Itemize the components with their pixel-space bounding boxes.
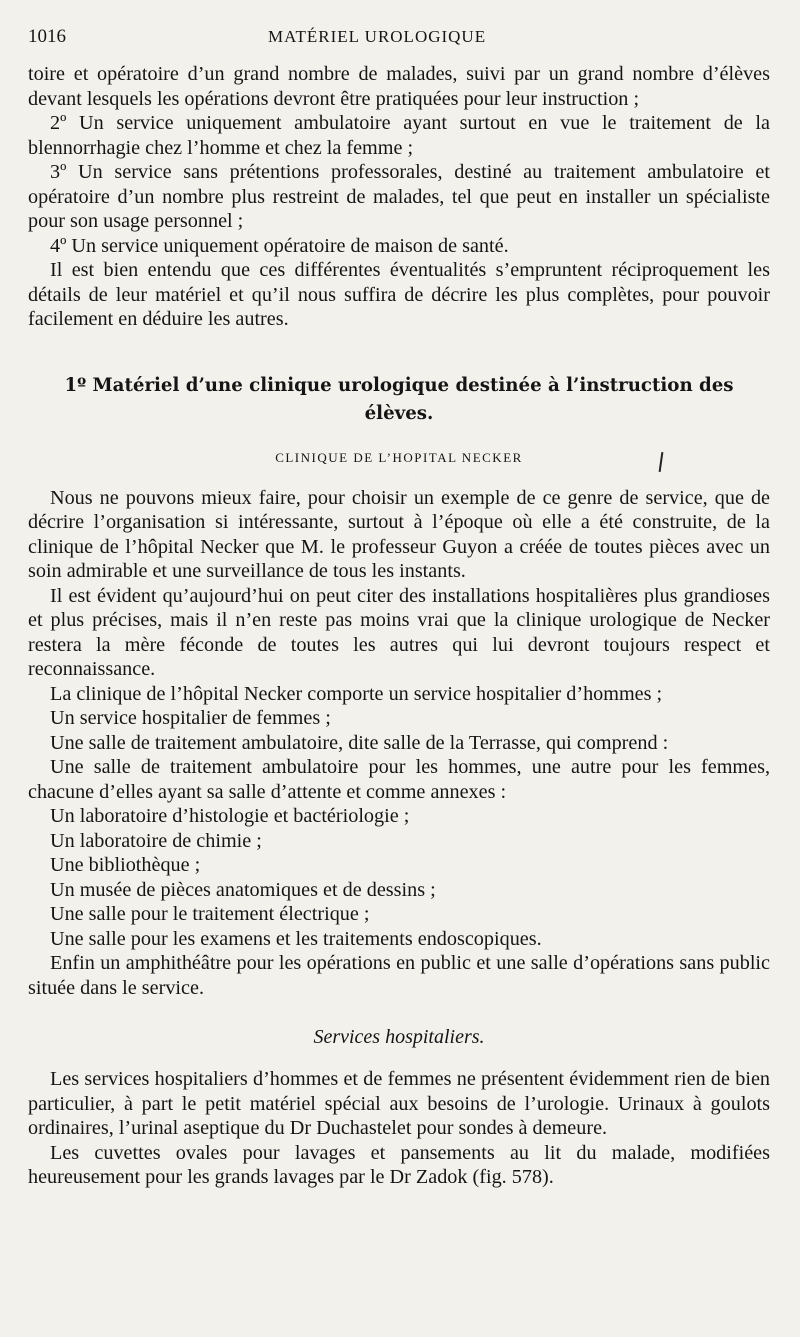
intro-block <box>28 62 770 332</box>
body-paragraph-4: Un service hospitalier de femmes ; <box>50 707 331 729</box>
intro-paragraph-5: Il est bien entendu que ces différentes éventualités s’empruntent réciproquement les détails de leur matériel et qu’il nous suffira de décrire les plus complètes, pour pouvoir facilement en déduire les autres. <box>28 259 770 330</box>
body-paragraph-5: Une salle de traitement ambulatoire, dite salle de la Terrasse, qui comprend : <box>50 731 669 754</box>
page-number: 1016 <box>28 26 66 47</box>
list-item: Une salle pour les examens et les traitements endoscopiques. <box>50 927 542 950</box>
intro-item-3: 3º Un service sans prétentions professorales, destiné au traitement ambulatoire et opératoire d’un nombre plus restreint de malades, tel que peut en installer un spécialiste pour son usage personnel ; <box>28 161 770 232</box>
list-item: Une bibliothèque ; <box>50 854 201 876</box>
services-heading: Services hospitaliers. <box>313 1026 485 1048</box>
body-block <box>28 486 770 1001</box>
list-item: Un laboratoire d’histologie et bactériologie ; <box>50 805 410 827</box>
intro-item-4: 4º Un service uniquement opératoire de maison de santé. <box>50 234 509 257</box>
list-item: Un musée de pièces anatomiques et de dessins ; <box>50 878 436 901</box>
services-block <box>28 1067 770 1190</box>
list-item: Un laboratoire de chimie ; <box>50 829 262 852</box>
list-item: Une salle pour le traitement électrique ; <box>50 903 370 925</box>
body-paragraph-7: Enfin un amphithéâtre pour les opérations en public et une salle d’opérations sans public située dans le service. <box>28 952 770 999</box>
section-title: 1º Matériel d’une clinique urologique destinée à l’instruction des élèves. <box>64 374 734 424</box>
services-paragraph-2: Les cuvettes ovales pour lavages et pansements au lit du malade, modifiées heureusement pour les grands lavages par le Dr Zadok (fig. 578). <box>28 1141 770 1188</box>
intro-item-2: 2º Un service uniquement ambulatoire ayant surtout en vue le traitement de la blennorrhagie chez l’homme et chez la femme ; <box>28 112 770 159</box>
body-paragraph-1: Nous ne pouvons mieux faire, pour choisir un exemple de ce genre de service, que de décrire l’organisation si intéressante, surtout à l’époque où elle a été construite, de la clinique de l’hôpital Necker que M. le professeur Guyon a créée de toutes pièces avec un soin admirable et une surveillance de tous les instants. <box>28 486 770 582</box>
section-subtitle: CLINIQUE DE L’HOPITAL NECKER <box>275 449 523 465</box>
body-paragraph-2: Il est évident qu’aujourd’hui on peut citer des installations hospitalières plus grandioses et plus précises, mais il n’en reste pas moins vrai que la clinique urologique de Necker restera la mère féconde de toutes les autres qui lui devront toujours respect et reconnaissance. <box>28 584 770 680</box>
intro-paragraph-1: toire et opératoire d’un grand nombre de malades, suivi par un grand nombre d’élèves devant lesquels les opérations devront être pratiquées pour leur instruction ; <box>28 63 770 110</box>
body-paragraph-3: La clinique de l’hôpital Necker comporte un service hospitalier d’hommes ; <box>50 682 663 705</box>
body-paragraph-6: Une salle de traitement ambulatoire pour les hommes, une autre pour les femmes, chacune d’elles ayant sa salle d’attente et comme annexes : <box>28 756 770 803</box>
page-header <box>28 26 770 56</box>
running-head: MATÉRIEL UROLOGIQUE <box>268 27 487 46</box>
services-paragraph-1: Les services hospitaliers d’hommes et de femmes ne présentent évidemment rien de bien particulier, à part le petit matériel spécial aux besoins de l’urologie. Urinaux à goulots ordinaires, l’urinal aseptique du Dr Duchastelet pour sondes à demeure. <box>28 1068 770 1139</box>
